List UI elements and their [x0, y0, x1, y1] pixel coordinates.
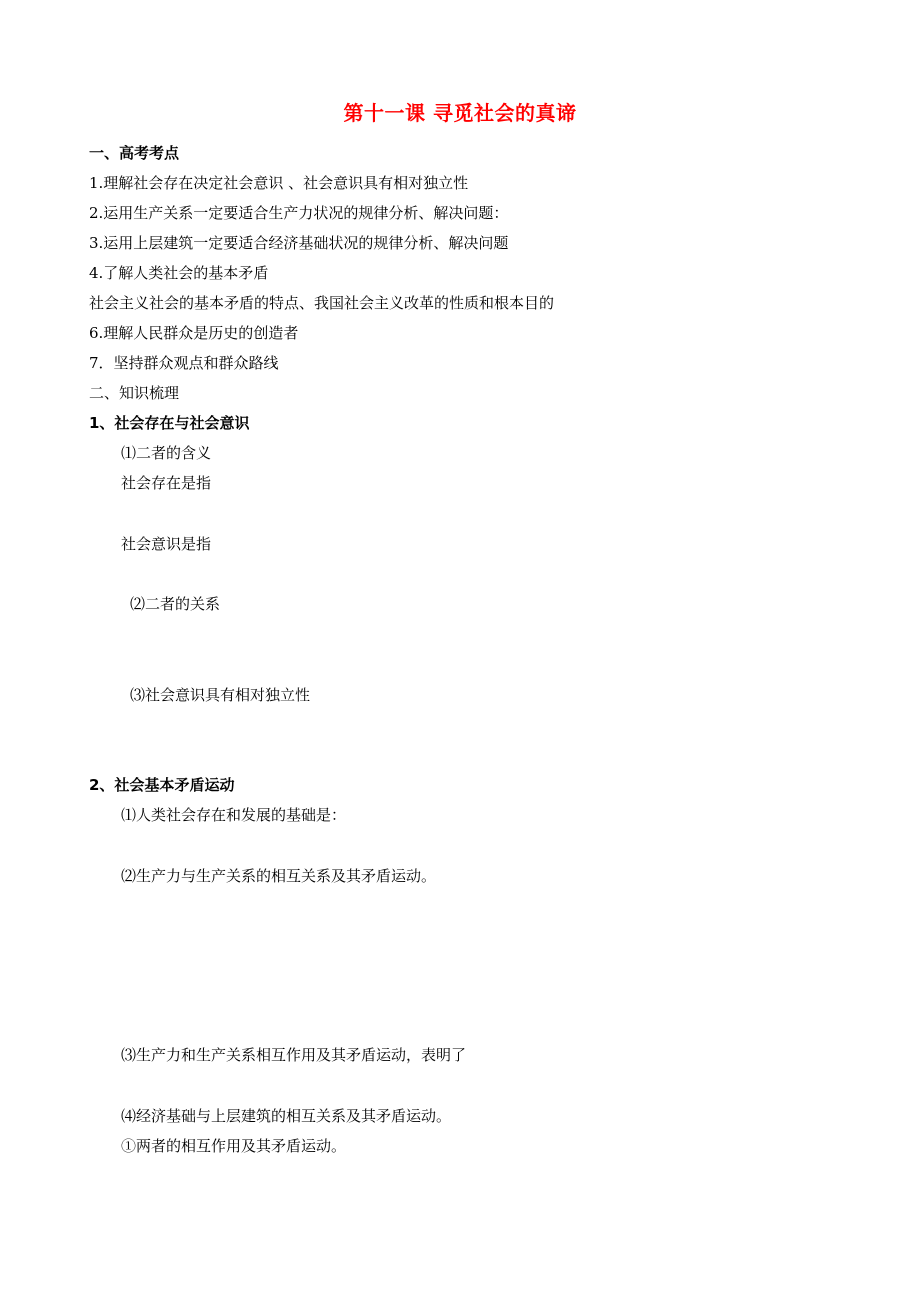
- part2-sub-productive-forces: ⑵生产力与生产关系的相互关系及其矛盾运动。: [121, 867, 437, 885]
- part-heading-social-existence: 1、社会存在与社会意识: [89, 414, 250, 432]
- part2-sub-interaction: ①两者的相互作用及其矛盾运动。: [121, 1137, 347, 1155]
- page-title: 第十一课 寻觅社会的真谛: [343, 101, 577, 125]
- exam-point-7: 7．坚持群众观点和群众路线: [89, 354, 279, 372]
- part1-sub-independence: ⑶社会意识具有相对独立性: [130, 686, 311, 704]
- part2-sub-economic-base: ⑷经济基础与上层建筑的相互关系及其矛盾运动。: [121, 1107, 452, 1125]
- section-heading-knowledge: 二、知识梳理: [89, 384, 180, 402]
- exam-point-1: 1.理解社会存在决定社会意识 、社会意识具有相对独立性: [89, 174, 469, 192]
- part2-sub-foundation: ⑴人类社会存在和发展的基础是：: [121, 806, 347, 824]
- part2-sub-shows: ⑶生产力和生产关系相互作用及其矛盾运动，表明了: [121, 1046, 467, 1064]
- exam-point-6: 6.理解人民群众是历史的创造者: [89, 324, 299, 342]
- part1-social-consciousness-def: 社会意识是指: [121, 535, 212, 553]
- part-heading-basic-contradiction: 2、社会基本矛盾运动: [89, 776, 235, 794]
- part1-sub-relation: ⑵二者的关系: [130, 595, 221, 613]
- exam-point-2: 2.运用生产关系一定要适合生产力状况的规律分析、解决问题：: [89, 204, 509, 222]
- part1-sub-meaning: ⑴二者的含义: [121, 444, 212, 462]
- part1-social-existence-def: 社会存在是指: [121, 474, 212, 492]
- section-heading-exam-points: 一、高考考点: [89, 144, 180, 162]
- exam-point-3: 3.运用上层建筑一定要适合经济基础状况的规律分析、解决问题: [89, 234, 509, 252]
- exam-point-4: 4.了解人类社会的基本矛盾: [89, 264, 269, 282]
- exam-point-5: 社会主义社会的基本矛盾的特点、我国社会主义改革的性质和根本目的: [89, 294, 555, 312]
